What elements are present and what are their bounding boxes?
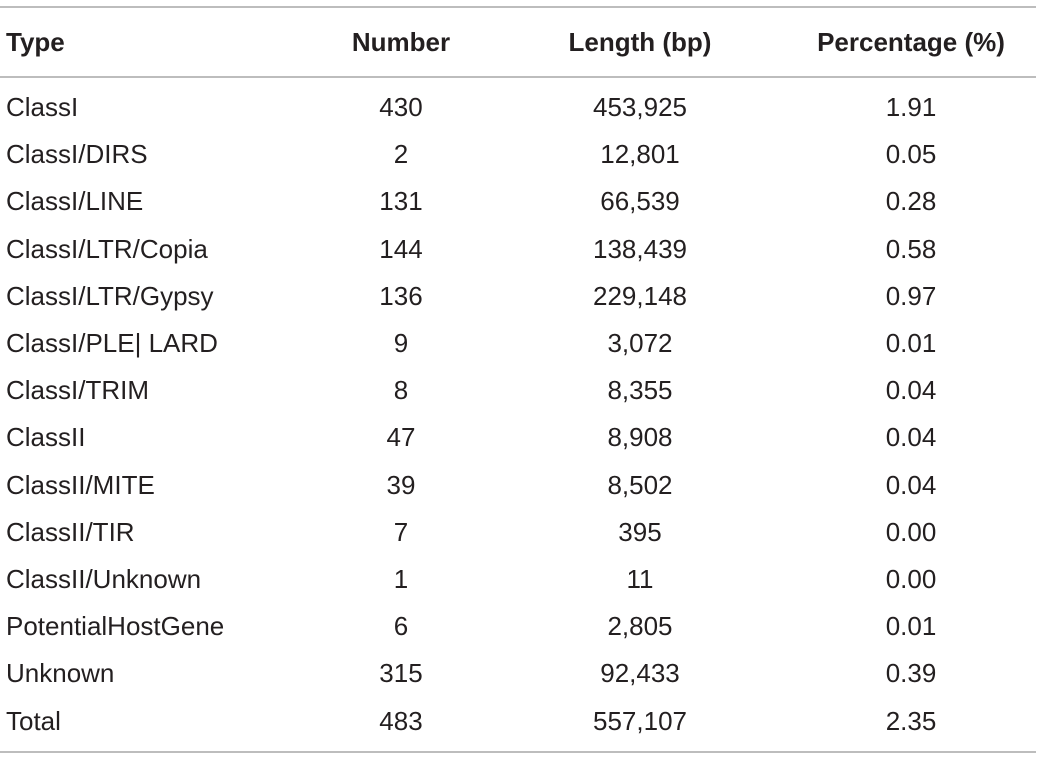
cell-percentage: 0.01 [885, 611, 937, 642]
cell-type: Total [6, 705, 61, 736]
table-row [0, 650, 1036, 697]
cell-length: 395 [618, 516, 662, 547]
table-row [0, 556, 1036, 603]
table-header [0, 7, 1036, 77]
cell-length: 2,805 [607, 611, 673, 642]
cell-length: 138,439 [593, 233, 687, 264]
transposable-elements-table [0, 6, 1036, 753]
cell-percentage: 0.01 [885, 328, 937, 359]
cell-percentage: 0.04 [885, 469, 937, 500]
cell-type: ClassII [6, 422, 86, 453]
table-row [0, 367, 1036, 414]
cell-number: 483 [379, 705, 423, 736]
table-row [0, 226, 1036, 273]
cell-percentage: 0.00 [885, 563, 937, 594]
cell-number: 1 [393, 563, 409, 594]
table-row [0, 603, 1036, 650]
cell-number: 6 [393, 611, 409, 642]
cell-type: ClassII/MITE [6, 469, 155, 500]
cell-length: 453,925 [593, 92, 687, 123]
cell-number: 39 [386, 469, 416, 500]
cell-number: 2 [393, 139, 409, 170]
cell-type: ClassI/PLE| LARD [6, 328, 218, 359]
cell-length: 12,801 [600, 139, 680, 170]
cell-number: 131 [379, 186, 423, 217]
cell-length: 8,355 [607, 375, 673, 406]
cell-percentage: 0.04 [885, 375, 937, 406]
cell-percentage: 0.28 [885, 186, 937, 217]
table-row [0, 462, 1036, 509]
cell-percentage: 1.91 [885, 92, 937, 123]
cell-type: ClassI [6, 92, 79, 123]
table-row [0, 131, 1036, 178]
table-row [0, 320, 1036, 367]
cell-number: 315 [379, 658, 423, 689]
table-row [0, 509, 1036, 556]
table-row [0, 77, 1036, 131]
cell-number: 7 [393, 516, 409, 547]
cell-length: 229,148 [593, 280, 687, 311]
header-row [0, 7, 1036, 77]
cell-length: 66,539 [600, 186, 680, 217]
cell-type: Unknown [6, 658, 115, 689]
cell-percentage: 0.05 [885, 139, 937, 170]
cell-type: ClassI/LTR/Gypsy [6, 280, 214, 311]
cell-type: ClassI/TRIM [6, 375, 149, 406]
cell-length: 8,908 [607, 422, 673, 453]
cell-percentage: 0.97 [885, 280, 937, 311]
cell-type: ClassI/LTR/Copia [6, 233, 208, 264]
cell-percentage: 0.39 [885, 658, 937, 689]
table-row [0, 273, 1036, 320]
cell-length: 11 [626, 563, 654, 594]
cell-number: 9 [393, 328, 409, 359]
header-length: Length (bp) [568, 26, 712, 57]
cell-percentage: 2.35 [885, 705, 937, 736]
data-table-container [0, 6, 1036, 753]
cell-number: 136 [379, 280, 423, 311]
header-type: Type [6, 26, 65, 57]
cell-number: 144 [379, 233, 423, 264]
table-row [0, 178, 1036, 225]
cell-length: 8,502 [607, 469, 673, 500]
cell-type: ClassII/Unknown [6, 563, 202, 594]
cell-type: ClassI/LINE [6, 186, 144, 217]
cell-length: 3,072 [607, 328, 673, 359]
cell-number: 8 [393, 375, 409, 406]
cell-type: ClassI/DIRS [6, 139, 148, 170]
table-row [0, 414, 1036, 461]
table-row-total [0, 697, 1036, 751]
table-body [0, 77, 1036, 752]
header-number: Number [351, 26, 451, 57]
cell-type: ClassII/TIR [6, 516, 135, 547]
header-percentage: Percentage (%) [817, 26, 1005, 57]
cell-type: PotentialHostGene [6, 611, 225, 642]
cell-percentage: 0.58 [885, 233, 937, 264]
cell-number: 47 [386, 422, 416, 453]
cell-number: 430 [379, 92, 423, 123]
cell-length: 92,433 [600, 658, 680, 689]
cell-percentage: 0.04 [885, 422, 937, 453]
cell-length: 557,107 [593, 705, 687, 736]
cell-percentage: 0.00 [885, 516, 937, 547]
